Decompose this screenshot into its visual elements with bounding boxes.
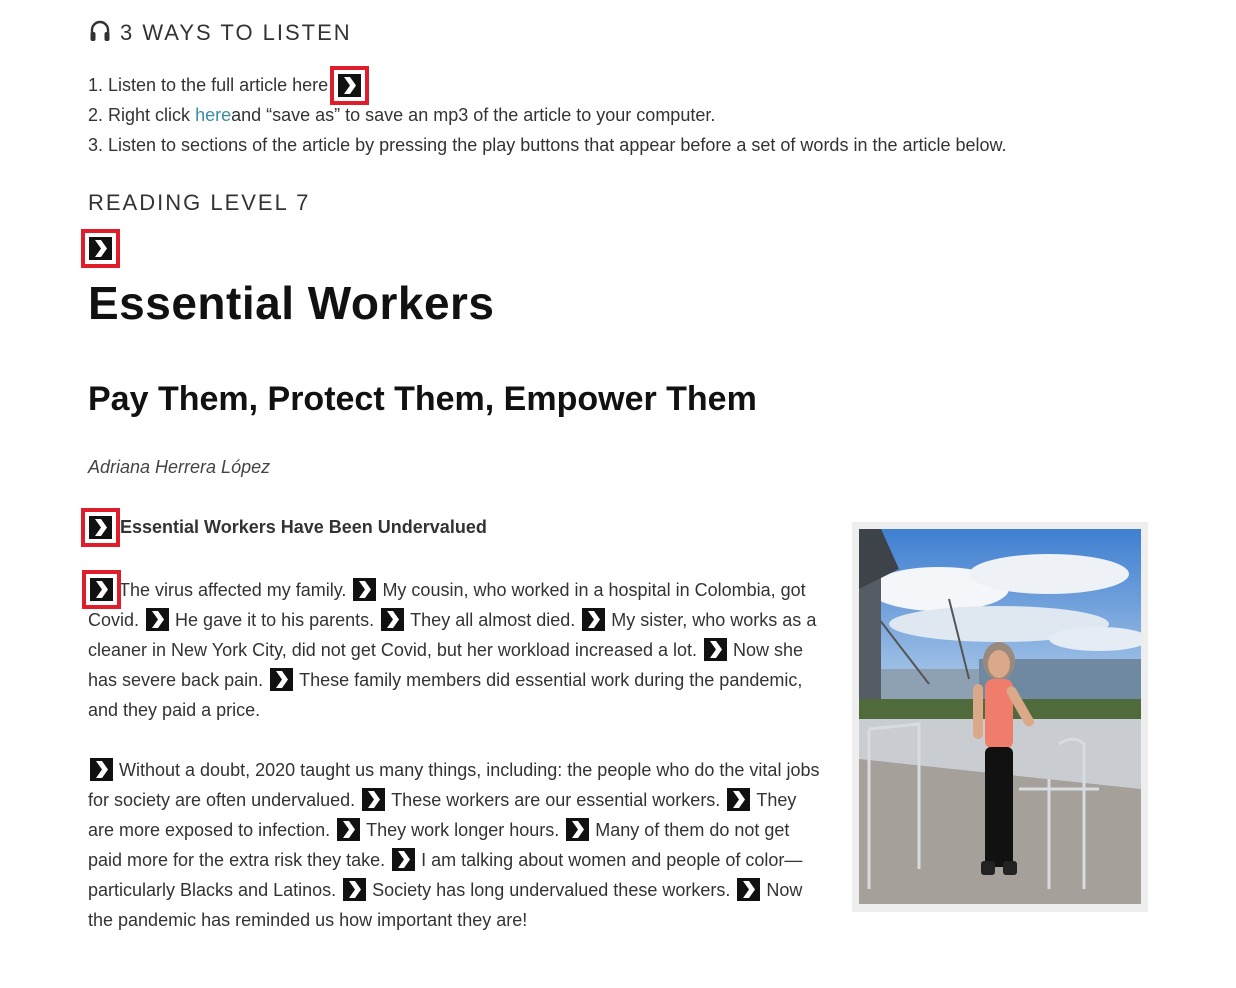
author-photo-image [859, 529, 1141, 904]
play-sentence-button[interactable] [727, 788, 750, 811]
reading-level-label: READING LEVEL 7 [88, 190, 311, 215]
play-chevron-icon [381, 608, 404, 631]
play-chevron-icon [146, 608, 169, 631]
listen-section-header [88, 20, 352, 46]
listen-step-2-suffix: and “save as” to save an mp3 of the article to your computer. [231, 105, 716, 125]
play-chevron-icon [89, 516, 112, 539]
play-sentence-button[interactable] [392, 848, 415, 871]
play-chevron-icon [566, 818, 589, 841]
play-chevron-icon [582, 608, 605, 631]
listen-step-2 [88, 100, 1007, 130]
article-paragraph-1 [88, 575, 823, 725]
listen-step-1 [88, 70, 1007, 100]
listen-step-1-text: 1. Listen to the full article here [88, 75, 329, 95]
play-chevron-icon [737, 878, 760, 901]
listen-header-text: 3 WAYS TO LISTEN [120, 20, 352, 45]
sentence: Many of them do not get paid more for the extra risk they take. [88, 820, 790, 870]
sentence: My cousin, who worked in a hospital in Colombia, got Covid. [88, 580, 806, 630]
listen-step-3-text: 3. Listen to sections of the article by pressing the play buttons that appear before a set of words in the article below. [88, 135, 1007, 155]
listen-step-3 [88, 130, 1007, 160]
play-chevron-icon [90, 578, 113, 601]
play-sentence-button[interactable] [343, 878, 366, 901]
sentence: Society has long undervalued these workers. [372, 880, 731, 900]
play-chevron-icon [338, 74, 361, 97]
play-sentence-button[interactable] [90, 758, 113, 781]
sentence: Without a doubt, 2020 taught us many things, including: the people who do the vital jobs for society are often undervalued. [88, 760, 820, 810]
sentence: They all almost died. [410, 610, 576, 630]
play-sentence-button[interactable] [90, 578, 113, 601]
play-sentence-button[interactable] [270, 668, 293, 691]
section-heading-text: Essential Workers Have Been Undervalued [120, 517, 487, 537]
play-sentence-button[interactable] [704, 638, 727, 661]
sentence: They work longer hours. [366, 820, 560, 840]
listen-step-2-prefix: 2. Right click [88, 105, 191, 125]
sentence: Now the pandemic has reminded us how important they are! [88, 880, 803, 930]
play-chevron-icon [337, 818, 360, 841]
sentence: The virus affected my family. [119, 580, 347, 600]
author-photo [852, 522, 1148, 912]
play-sentence-button[interactable] [381, 608, 404, 631]
sentence: These workers are our essential workers. [391, 790, 721, 810]
sentence: Now she has severe back pain. [88, 640, 804, 690]
play-title-button[interactable] [89, 237, 112, 260]
play-sentence-button[interactable] [582, 608, 605, 631]
play-sentence-button[interactable] [337, 818, 360, 841]
play-sentence-button[interactable] [353, 578, 376, 601]
play-chevron-icon [353, 578, 376, 601]
sentence: He gave it to his parents. [175, 610, 375, 630]
article-title: Essential Workers [88, 277, 495, 329]
play-chevron-icon [704, 638, 727, 661]
sentence: They are more exposed to infection. [88, 790, 797, 840]
play-full-article-button[interactable] [338, 74, 361, 97]
play-chevron-icon [270, 668, 293, 691]
play-sentence-button[interactable] [566, 818, 589, 841]
play-sentence-button[interactable] [362, 788, 385, 811]
article-author: Adriana Herrera López [88, 457, 271, 477]
play-chevron-icon [89, 237, 112, 260]
play-section-heading-button[interactable] [89, 516, 112, 539]
sentence: My sister, who works as a cleaner in New York City, did not get Covid, but her workload increased a lot. [88, 610, 817, 660]
sentence: These family members did essential work during the pandemic, and they paid a price. [88, 670, 803, 720]
article-subtitle: Pay Them, Protect Them, Empower Them [88, 380, 757, 418]
sentence: I am talking about women and people of color—particularly Blacks and Latinos. [88, 850, 803, 900]
play-chevron-icon [343, 878, 366, 901]
listen-steps [88, 70, 1007, 160]
play-chevron-icon [362, 788, 385, 811]
play-sentence-button[interactable] [146, 608, 169, 631]
article-paragraph-2 [88, 755, 823, 935]
play-chevron-icon [90, 758, 113, 781]
play-chevron-icon [727, 788, 750, 811]
section-heading [89, 516, 487, 539]
play-sentence-button[interactable] [737, 878, 760, 901]
play-chevron-icon [392, 848, 415, 871]
download-mp3-link[interactable]: here [195, 105, 232, 125]
headphones-icon [88, 19, 112, 43]
